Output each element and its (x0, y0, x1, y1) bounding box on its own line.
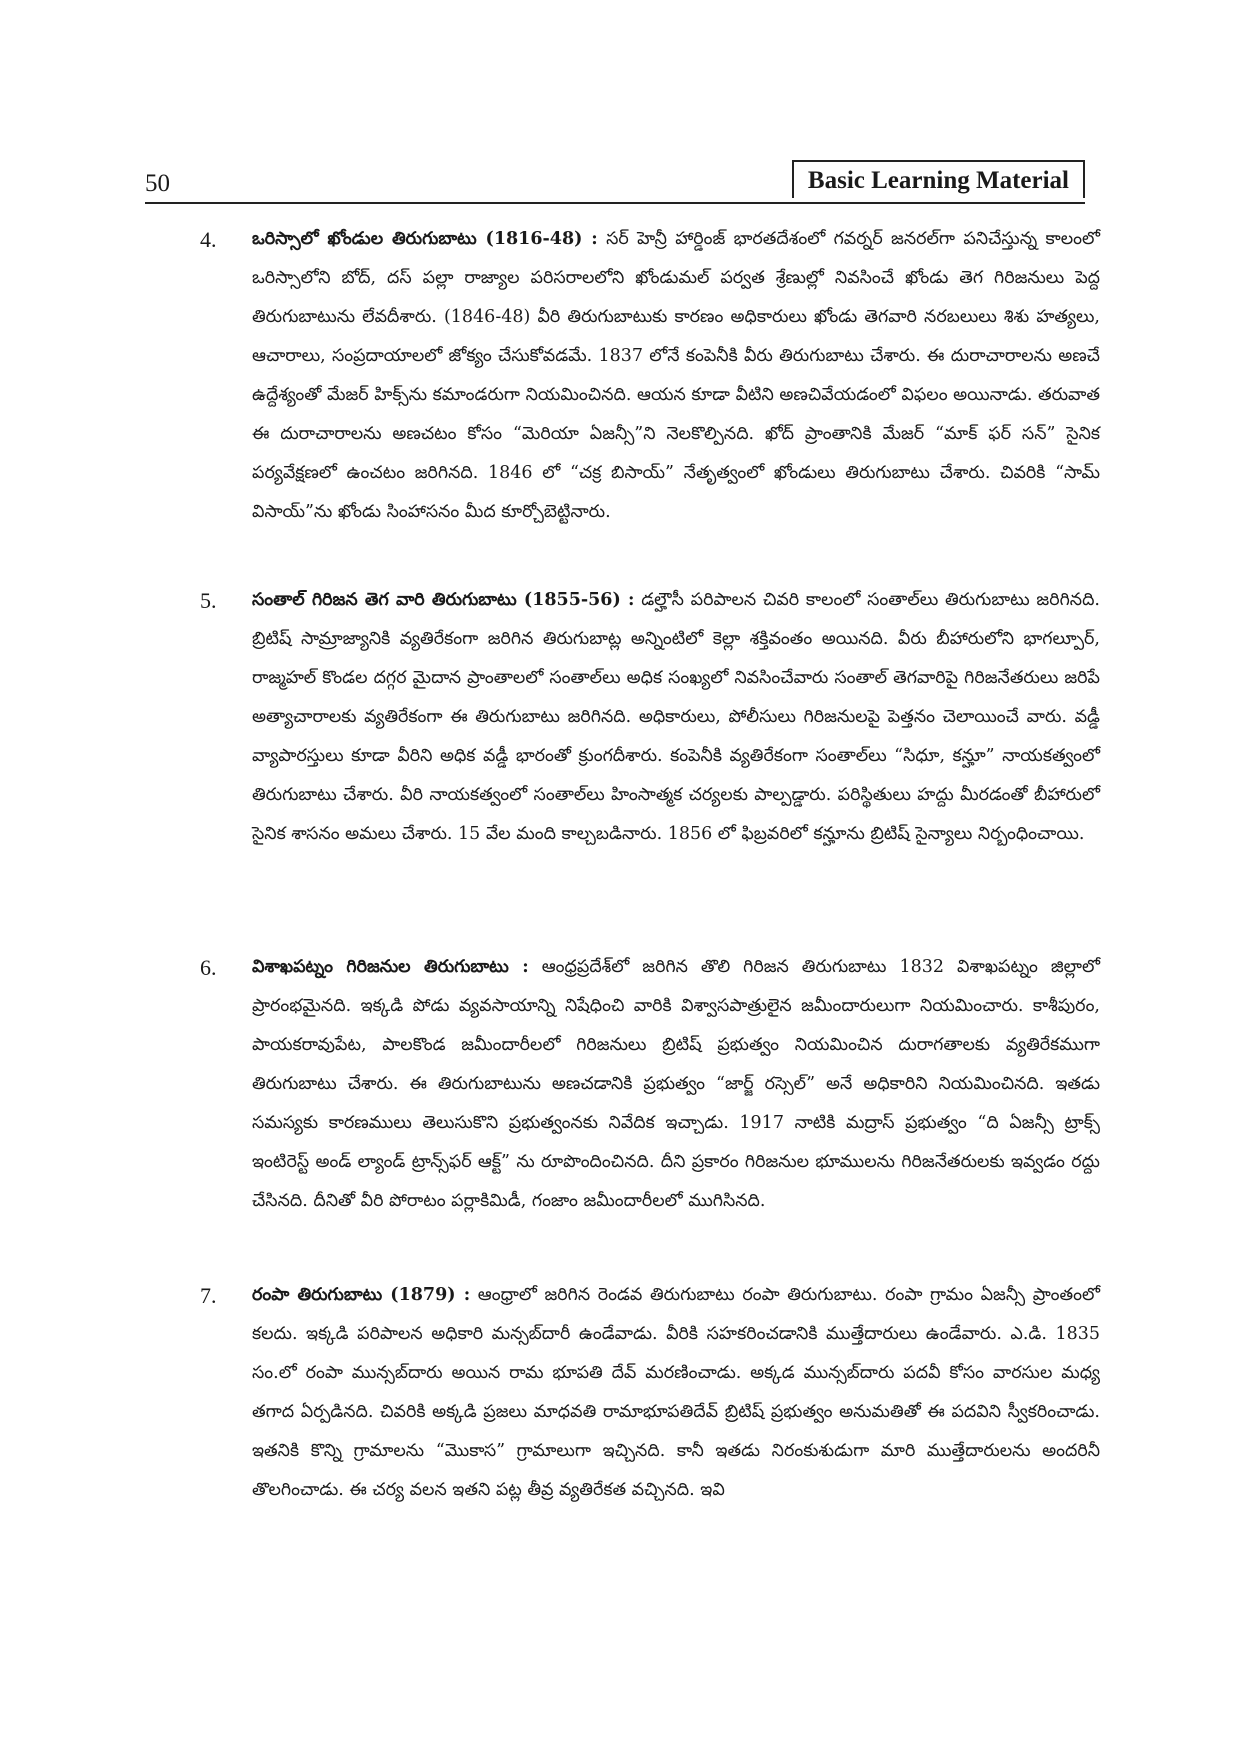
book-title-box (792, 160, 1085, 198)
item-title: రంపా తిరుగుబాటు (1879) : (252, 1285, 471, 1305)
book-title: Basic Learning Material (807, 167, 1069, 194)
list-item (200, 948, 1100, 1276)
item-number: 6. (200, 955, 217, 980)
list-item (200, 220, 1100, 581)
list-item (200, 1276, 1100, 1510)
item-body (252, 948, 1100, 1221)
item-number: 7. (200, 1283, 217, 1308)
item-text: ఆంధ్రాలో జరిగిన రెండవ తిరుగుబాటు రంపా తిరుగుబాటు. రంపా గ్రామం ఏజన్సీ ప్రాంతంలో కలదు. ఇక్కడి పరిపాలన అధికారి మన్సబ్‌దారీ ఉండేవాడు. వీరికి సహకరించడానికి ముత్తేదారులు ఉండేవారు. ఎ.డి. 1835 సం.లో రంపా మున్సబ్‌దారు అయిన రామ భూపతి దేవ్ మరణించాడు. అక్కడ మున్సబ్‌దారు పదవీ కోసం వారసుల మధ్య తగాద ఏర్పడినది. చివరికి అక్కడి ప్రజలు మాధవతి రామాభూపతిదేవ్ బ్రిటిష్ ప్రభుత్వం అనుమతితో ఈ పదవిని స్వీకరించాడు. ఇతనికి కొన్ని గ్రామాలను “మొకాస” గ్రామాలుగా ఇచ్చినది. కానీ ఇతడు నిరంకుశుడుగా మారి ముత్తేదారులను అందరినీ తొలగించాడు. ఈ చర్య వలన ఇతని పట్ల తీవ్ర వ్యతిరేకత వచ్చినది. ఇవి (252, 1285, 1100, 1500)
page-header (145, 160, 1085, 204)
item-body (252, 220, 1100, 532)
item-number: 5. (200, 588, 217, 613)
item-text: సర్ హెన్రీ హార్డింజ్ భారతదేశంలో గవర్నర్ జనరల్‌గా పనిచేస్తున్న కాలంలో ఒరిస్సాలోని బోద్, దస్ పల్లా రాజ్యాల పరిసరాలలోని ఖోండుమల్ పర్వత శ్రేణుల్లో నివసించే ఖోండు తెగ గిరిజనులు పెద్ద తిరుగుబాటును లేవదీశారు. (1846-48) వీరి తిరుగుబాటుకు కారణం అధికారులు ఖోండు తెగవారి నరబలులు శిశు హత్యలు, ఆచారాలు, సంప్రదాయాలలో జోక్యం చేసుకోవడమే. 1837 లోనే కంపెనీకి వీరు తిరుగుబాటు చేశారు. ఈ దురాచారాలను అణచే ఉద్దేశ్యంతో మేజర్ హిక్స్‌ను కమాండరుగా నియమించినది. ఆయన కూడా వీటిని అణచివేయడంలో విఫలం అయినాడు. తరువాత ఈ దురాచారాలను అణచటం కోసం “మెరియా ఏజన్సీ”ని నెలకొల్పినది. ఖోద్ ప్రాంతానికి మేజర్ “మాక్ ఫర్ సన్” సైనిక పర్యవేక్షణలో ఉంచటం జరిగినది. 1846 లో “చక్ర బిసాయ్” నేతృత్వంలో ఖోండులు తిరుగుబాటు చేశారు. చివరికి “సామ్ విసాయ్”ను ఖోండు సింహాసనం మీద కూర్చోబెట్టినారు. (252, 229, 1100, 522)
item-number: 4. (200, 227, 217, 252)
main-content (200, 220, 1100, 1510)
item-text: డల్హౌసీ పరిపాలన చివరి కాలంలో సంతాల్‌లు తిరుగుబాటు జరిగినది. బ్రిటిష్ సామ్రాజ్యానికి వ్యతిరేకంగా జరిగిన తిరుగుబాట్ల అన్నింటిలో కెల్లా శక్తివంతం అయినది. వీరు బీహారులోని భాగల్పూర్, రాజ్మహల్ కొండల దగ్గర మైదాన ప్రాంతాలలో సంతాల్‌లు అధిక సంఖ్యలో నివసించేవారు సంతాల్ తెగవారిపై గిరిజనేతరులు జరిపే అత్యాచారాలకు వ్యతిరేకంగా ఈ తిరుగుబాటు జరిగినది. అధికారులు, పోలీసులు గిరిజనులపై పెత్తనం చెలాయించే వారు. వడ్డీ వ్యాపారస్తులు కూడా వీరిని అధిక వడ్డీ భారంతో క్రుంగదీశారు. కంపెనీకి వ్యతిరేకంగా సంతాల్‌లు “సిధూ, కన్హూ” నాయకత్వంలో తిరుగుబాటు చేశారు. వీరి నాయకత్వంలో సంతాల్‌లు హింసాత్మక చర్యలకు పాల్పడ్డారు. పరిస్థితులు హద్దు మీరడంతో బీహారులో సైనిక శాసనం అమలు చేశారు. 15 వేల మంది కాల్చబడినారు. 1856 లో ఫిబ్రవరిలో కన్హూను బ్రిటిష్ సైన్యాలు నిర్బంధించాయి. (252, 590, 1100, 844)
item-body (252, 581, 1100, 854)
item-body (252, 1276, 1100, 1510)
page-number: 50 (145, 170, 170, 197)
item-text: ఆంధ్రప్రదేశ్‌లో జరిగిన తొలి గిరిజన తిరుగుబాటు 1832 విశాఖపట్నం జిల్లాలో ప్రారంభమైనది. ఇక్కడి పోడు వ్యవసాయాన్ని నిషేధించి వారికి విశ్వాసపాత్రులైన జమీందారులుగా నియమించారు. కాశీపురం, పాయకరావుపేట, పాలకొండ జమీందారీలలో గిరిజనులు బ్రిటిష్ ప్రభుత్వం నియమించిన దురాగతాలకు వ్యతిరేకముగా తిరుగుబాటు చేశారు. ఈ తిరుగుబాటును అణచడానికి ప్రభుత్వం “జార్జ్ రస్సెల్” అనే అధికారిని నియమించినది. ఇతడు సమస్యకు కారణములు తెలుసుకొని ప్రభుత్వంనకు నివేదిక ఇచ్చాడు. 1917 నాటికి మద్రాస్ ప్రభుత్వం “ది ఏజన్సీ ట్రాక్స్ ఇంటిరెస్ట్ అండ్ ల్యాండ్ ట్రాన్స్‌ఫర్ ఆక్ట్” ను రూపొందించినది. దీని ప్రకారం గిరిజనుల భూములను గిరిజనేతరులకు ఇవ్వడం రద్దు చేసినది. దీనితో వీరి పోరాటం పర్లాకిమిడీ, గంజాం జమీందారీలలో ముగిసినది. (252, 957, 1100, 1211)
item-title: విశాఖపట్నం గిరిజనుల తిరుగుబాటు : (252, 957, 529, 977)
item-title: సంతాల్ గిరిజన తెగ వారి తిరుగుబాటు (1855-56) : (252, 590, 635, 610)
list-item (200, 581, 1100, 948)
item-title: ఒరిస్సాలో ఖోండుల తిరుగుబాటు (1816-48) : (252, 229, 598, 249)
